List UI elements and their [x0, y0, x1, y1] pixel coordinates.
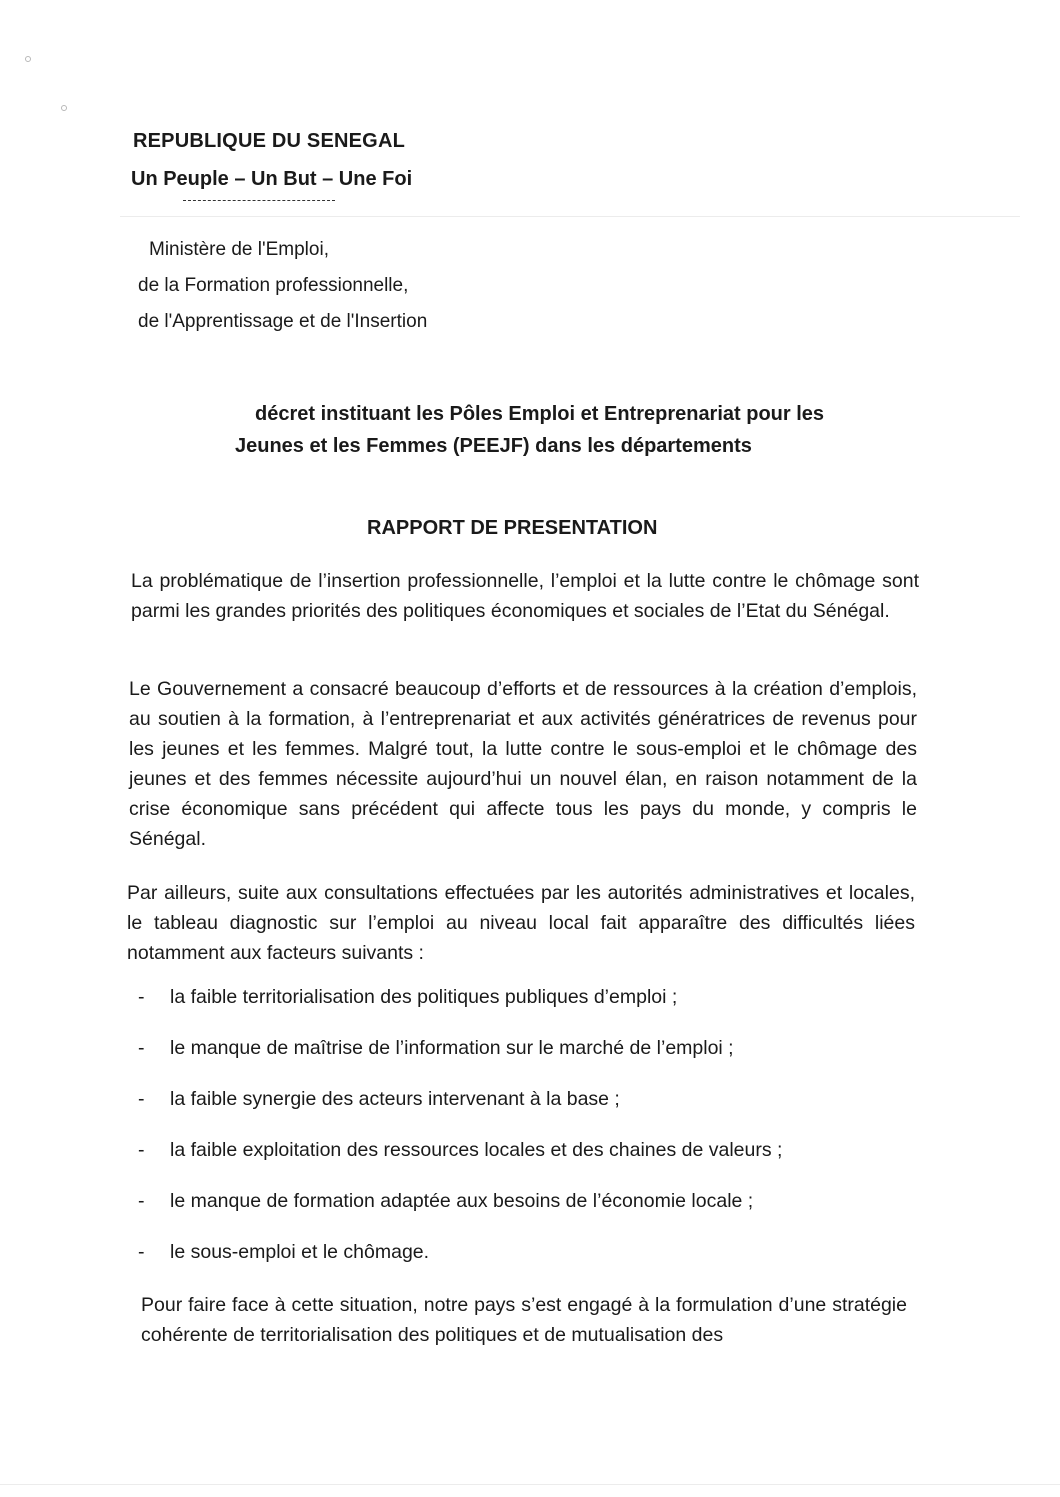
motto-dashed-rule	[183, 200, 335, 201]
list-item	[132, 1237, 892, 1288]
scan-punch-mark	[61, 105, 67, 111]
list-item-text: la faible territorialisation des politiques publiques d’emploi ;	[170, 986, 678, 1008]
ministry-line: de la Formation professionnelle,	[138, 275, 409, 296]
republic-heading: REPUBLIQUE DU SENEGAL	[133, 130, 406, 152]
list-item-text: la faible exploitation des ressources locales et des chaines de valeurs ;	[170, 1139, 783, 1161]
list-item-text: le sous-emploi et le chômage.	[170, 1241, 430, 1263]
bullet-dash: -	[138, 1241, 145, 1263]
national-motto: Un Peuple – Un But – Une Foi	[131, 168, 413, 190]
body-paragraph: Par ailleurs, suite aux consultations effectuées par les autorités administratives et locales, le tableau diagnostic sur l’emploi au niveau local fait apparaître des difficultés liées notamment aux facteurs suivants :	[127, 882, 915, 964]
report-heading: RAPPORT DE PRESENTATION	[367, 517, 658, 539]
list-item-text: le manque de formation adaptée aux besoins de l’économie locale ;	[170, 1190, 754, 1212]
body-paragraph: La problématique de l’insertion professionnelle, l’emploi et la lutte contre le chômage sont parmi les grandes priorités des politiques économiques et sociales de l’Etat du Sénégal.	[131, 570, 919, 622]
list-item	[132, 982, 892, 1033]
body-paragraph: Le Gouvernement a consacré beaucoup d’efforts et de ressources à la création d’emplois, au soutien à la formation, à l’entreprenariat et aux activités génératrices de revenus pour les jeunes et les femmes. Malgré tout, la lutte contre le sous-emploi et le chômage des jeunes et des femmes nécessite aujourd’hui un nouvel élan, en raison notamment de la crise économique sans précédent qui affecte tous les pays du monde, y compris le Sénégal.	[129, 678, 917, 850]
list-item	[132, 1135, 892, 1186]
ministry-line: Ministère de l'Emploi,	[149, 239, 329, 260]
decree-title	[235, 398, 915, 462]
scan-punch-mark	[25, 56, 31, 62]
list-item-text: le manque de maîtrise de l’information sur le marché de l’emploi ;	[170, 1037, 734, 1059]
list-item-text: la faible synergie des acteurs intervenant à la base ;	[170, 1088, 620, 1110]
list-item	[132, 1186, 892, 1237]
factors-list	[132, 982, 892, 1288]
bullet-dash: -	[138, 1037, 145, 1059]
ministry-line: de l'Apprentissage et de l'Insertion	[138, 311, 428, 332]
decree-title-line: décret instituant les Pôles Emploi et Entreprenariat pour les	[255, 403, 825, 425]
bullet-dash: -	[138, 986, 145, 1008]
bullet-dash: -	[138, 1190, 145, 1212]
list-item	[132, 1033, 892, 1084]
list-item	[132, 1084, 892, 1135]
closing-paragraph: Pour faire face à cette situation, notre pays s’est engagé à la formulation d’une stratégie cohérente de territorialisation des politiques et de mutualisation des	[141, 1294, 907, 1346]
scan-artifact-line	[0, 1484, 1060, 1485]
ministry-block	[138, 232, 427, 340]
decree-title-line: Jeunes et les Femmes (PEEJF) dans les départements	[235, 435, 752, 457]
bullet-dash: -	[138, 1139, 145, 1161]
bullet-dash: -	[138, 1088, 145, 1110]
scan-artifact-line	[120, 216, 1020, 217]
